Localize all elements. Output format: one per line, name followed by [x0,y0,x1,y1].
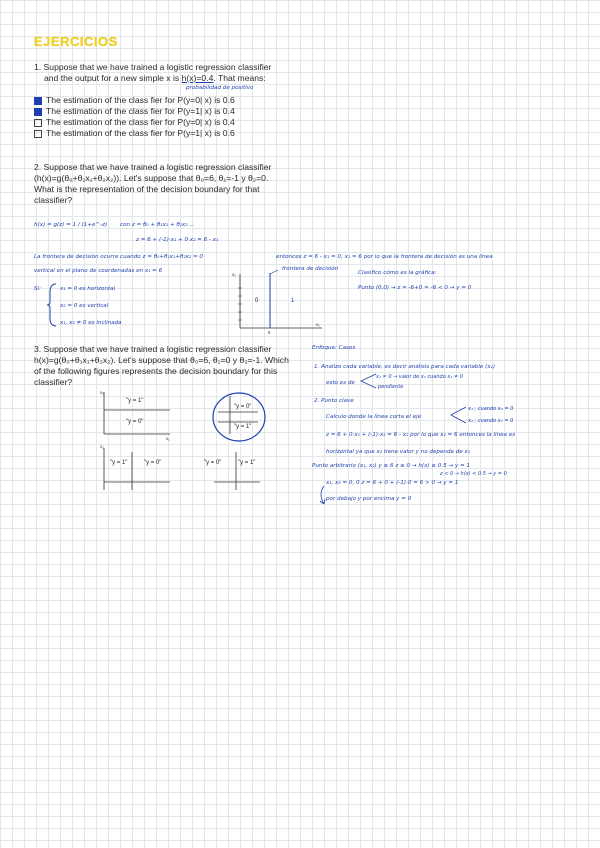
q2-note-h4b: frontera de decisión [282,266,339,272]
q1-option-3[interactable]: The estimation of the class fier for P(y=0| x) is 0.4 [34,117,235,128]
q3-fig-a-y1: "y = 1" [126,398,144,404]
q3-note-h3c: x₂ ; cuando x₁ = 0 [468,418,514,424]
q3-fig-b-y1: "y = 1" [234,424,252,430]
q1-option-4[interactable]: The estimation of the class fier for P(y=1| x) is 0.6 [34,128,235,139]
q3-fig-a-x2: x₂ [100,390,104,395]
q3-fig-c-y0: "y = 0" [144,460,162,466]
q1-hx: h(x)=0.4 [181,73,214,83]
q3-figure-b[interactable] [213,393,265,441]
q2-note-h1b: con z = θ₀ + θ₁x₁ + θ₂x₂ ... [120,222,195,228]
q3-fig-a-y0: "y = 0" [126,419,144,425]
q3-fig-d-y1: "y = 1" [238,460,256,466]
q2-note-h2: z = 6 + (-1)·x₁ + 0·x₂ = 6 - x₁ [136,237,219,243]
q1-option-2[interactable]: The estimation of the class fier for P(y=1| x) is 0.4 [34,106,235,117]
q1-options [34,95,235,139]
q2-note-h4: vertical en el plano de coordenadas en x₁ = 6 [34,268,163,274]
question-2 [34,162,334,206]
q3-note-h2: 2. Punto clave [314,398,354,404]
q2-note-h3: La frontera de decisión ocurre cuando z = θ₀+θ₁x₁+θ₂x₂ = 0 [34,254,203,260]
q3-note-h3-bracket [448,405,468,425]
q2-case-1: x₁ = 0 es horizontal [60,286,116,292]
q3-note-h1-bracket [358,372,378,390]
q2-plot-boundary-pointer [270,270,282,274]
q1-line2: and the output for a new simple x is h(x)=0.4. That means: [44,73,266,83]
q3-figure-a[interactable] [100,390,170,441]
q3-note-h8: por debajo y por encima y = 0 [326,496,412,502]
q3-figure-c[interactable] [100,444,170,490]
q3-note-h6: Punto arbitrario (x₁, x₂) y ≤ 6 z ≥ 0 → h(x) ≥ 0.5 → y = 1 [312,463,471,469]
q3-note-h5: horizontal ya que x₂ tiene valor y no depende de x₁ [326,449,471,455]
q2-case-si: Si: [34,286,41,292]
q3-figure-d[interactable] [204,452,260,490]
q3-note-h1: 1. Analizo cada variable, es decir análisis para cada variable (x₁) [314,364,496,370]
q2-note-h4c: Clasifico cómo es la gráfica: [358,270,437,276]
q1-option-2-checkbox[interactable] [34,108,42,116]
q3-note-h3b: x₁ ; cuando x₂ = 0 [468,406,514,412]
q2-case-3: x₁, x₂ ≠ 0 es inclinada [60,320,122,326]
q3-note-h1b: x₁ ≠ 0 → valor de x₁ cuando x₁ ≠ 0 [376,374,463,380]
q3-fig-c-y1: "y = 1" [110,460,128,466]
q3-note-h1d: pendiente [378,384,404,390]
q1-line1: 1. Suppose that we have trained a logistic regression classifier [34,62,272,72]
q3-line1: 3. Suppose that we have trained a logistic regression classifier [34,344,272,354]
q2-note-h1: h(x) = g(z) = 1 / (1+e^-z) [34,222,108,228]
q3-note-h1c: esto es de [326,380,355,386]
q2-case-brace [46,282,60,328]
q1-option-1[interactable]: The estimation of the class fier for P(y=0| x) is 0.6 [34,95,235,106]
q2-note-h3b: entonces z = 6 - x₁ = 0, x₁ = 6 por lo que la frontera de decisión es una línea [276,254,493,260]
q1-option-3-checkbox[interactable] [34,119,42,127]
q3-fig-b-y0: "y = 0" [234,404,252,410]
q3-note-h4: z = 6 + 0·x₁ + (-1)·x₂ = 6 - x₂ por lo que x₂ = 6 entonces la línea es [326,432,516,438]
question-3 [34,344,334,388]
q2-line2: (h(x)=g(θ₀+θ₁x₁+θ₂x₂)). Let's suppose that θ₀=6, θ₁=-1 y θ₂=0. [34,173,269,183]
q3-fig-b-selection-circle [213,393,265,441]
q3-line3: of the following figures represents the decision boundary for this [34,366,278,376]
q2-plot-six-label: 6 [268,330,271,335]
q3-note-h3: Calculo donde la línea corta el eje [326,414,422,420]
q3-figures [92,390,272,500]
q2-line1: 2. Suppose that we have trained a logistic regression classifier [34,162,272,172]
q3-note-h7: x₁, x₂ = 0, 0 z = 6 + 0 + (-1)·0 = 6 > 0 → y = 1 [326,480,459,486]
q1-annotation: probabilidad de positivo [186,85,254,91]
q3-fig-d-y0: "y = 0" [204,460,222,466]
q1-option-4-checkbox[interactable] [34,130,42,138]
page-title: EJERCICIOS [34,34,118,49]
q2-plot-y-label: x₂ [232,272,236,277]
q1-option-1-checkbox[interactable] [34,97,42,105]
q2-note-h4d: Punto (0,0) → z = -6+0 = -6 < 0 → y = 0 [358,285,472,291]
q3-note-h0: Enfoque: Casos [312,345,356,351]
q3-fig-a-x1: x₁ [166,436,170,441]
q3-line2: h(x)=g(θ₀+θ₁x₁+θ₂x₂). Let's suppose that θ₀=6, θ₁=0 y θ₂=-1. Which [34,355,289,365]
q2-decision-plot [230,270,330,335]
q2-plot-region-left: 0 [255,298,259,304]
q3-note-h6b: z < 0 → h(x) < 0.5 → y = 0 [440,471,507,477]
q2-plot-x-label: x₁ [316,322,320,327]
q3-fig-c-x2: x₂ [100,444,104,449]
q3-line4: classifier? [34,377,73,387]
q2-line4: classifier? [34,195,73,205]
q2-plot-region-right: 1 [291,298,295,304]
q2-line3: What is the representation of the decision boundary for that [34,184,260,194]
question-1 [34,62,324,84]
q2-case-2: x₂ = 0 es vertical [60,303,109,309]
